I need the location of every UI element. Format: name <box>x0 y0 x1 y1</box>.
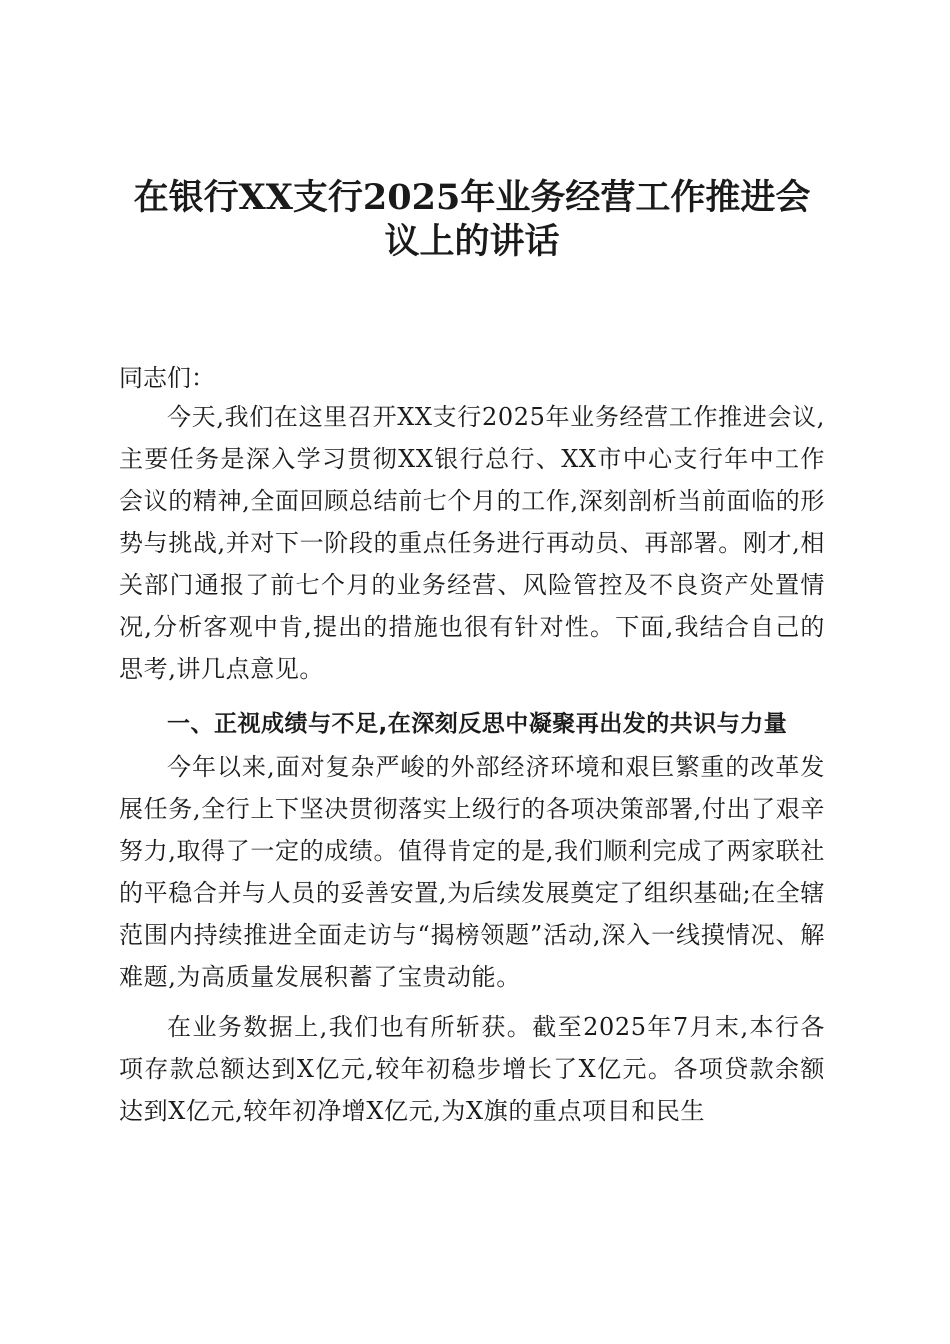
title-line-2: 议上的讲话 <box>384 221 560 262</box>
document-body <box>119 176 825 1132</box>
section-1-heading: 一、正视成绩与不足,在深刻反思中凝聚再出发的共识与力量 <box>167 711 788 737</box>
section-1-paragraph-1: 今年以来,面对复杂严峻的外部经济环境和艰巨繁重的改革发展任务,全行上下坚决贯彻落实上级行的各项决策部署,付出了艰辛努力,取得了一定的成绩。值得肯定的是,我们顺利完成了两家联社的平稳合并与人员的妥善安置,为后续发展奠定了组织基础;在全辖范围内持续推进全面走访与“揭榜领题”活动,深入一线摸情况、解难题,为高质量发展积蓄了宝贵动能。 <box>119 753 825 991</box>
document-title <box>119 176 825 264</box>
section-1-paragraph-2: 在业务数据上,我们也有所斩获。截至2025年7月末,本行各项存款总额达到X亿元,较年初稳步增长了X亿元。各项贷款余额达到X亿元,较年初净增X亿元,为X旗的重点项目和民生 <box>119 1013 825 1125</box>
salutation: 同志们： <box>119 364 215 392</box>
opening-paragraph: 今天,我们在这里召开XX支行2025年业务经营工作推进会议,主要任务是深入学习贯彻XX银行总行、XX市中心支行年中工作会议的精神,全面回顾总结前七个月的工作,深刻剖析当前面临的形势与挑战,并对下一阶段的重点任务进行再动员、再部署。刚才,相关部门通报了前七个月的业务经营、风险管控及不良资产处置情况,分析客观中肯,提出的措施也很有针对性。下面,我结合自己的思考,讲几点意见。 <box>119 403 825 683</box>
title-line-1: 在银行XX支行2025年业务经营工作推进会 <box>133 177 811 218</box>
